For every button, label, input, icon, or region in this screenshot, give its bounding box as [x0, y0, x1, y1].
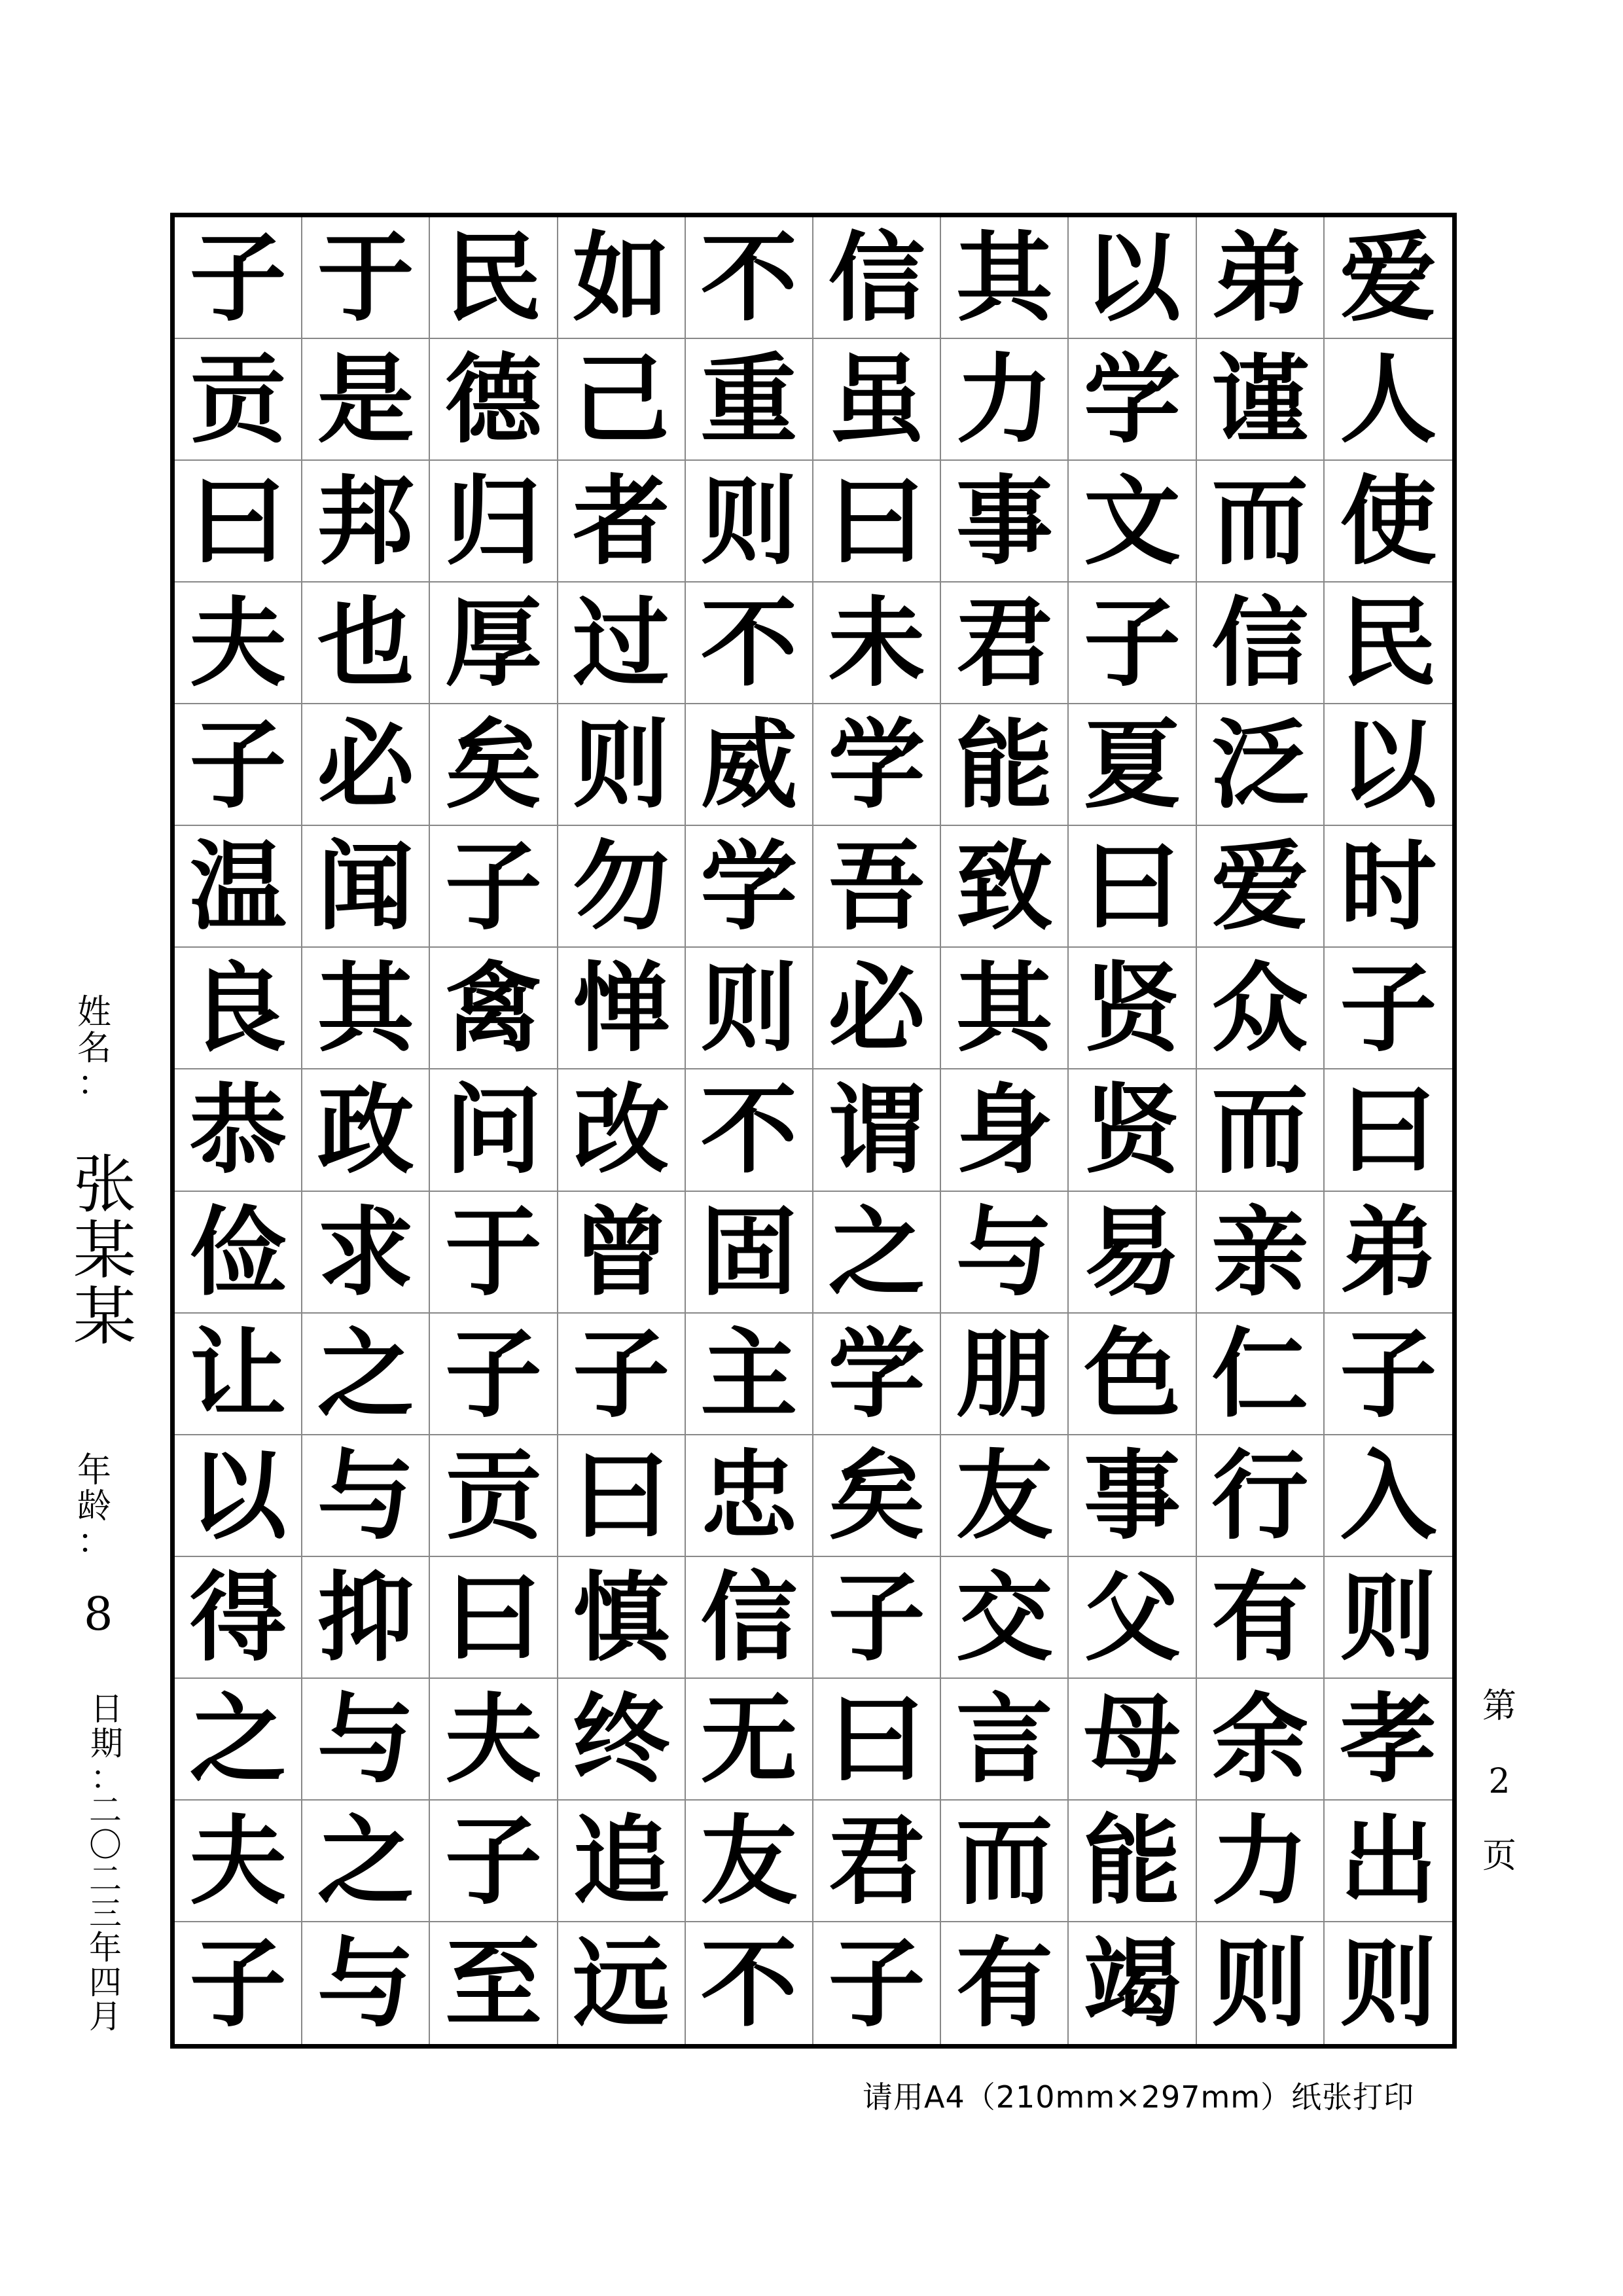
grid-cell: 追: [558, 1801, 686, 1922]
grid-cell: 于: [302, 217, 430, 339]
page-number: [1482, 1689, 1516, 1874]
grid-cell: 则: [558, 704, 686, 826]
grid-cell: 力: [1197, 1801, 1325, 1922]
grid-cell: 竭: [1069, 1922, 1196, 2044]
grid-cell: 交: [941, 1557, 1069, 1679]
grid-cell: 余: [1197, 1679, 1325, 1801]
grid-cell: 政: [302, 1069, 430, 1191]
grid-cell: 邦: [302, 461, 430, 583]
grid-cell: 夫: [175, 583, 302, 704]
grid-cell: 学: [1069, 339, 1196, 461]
grid-cell: 则: [1325, 1557, 1452, 1679]
page-number-prefix: 第: [1482, 1687, 1517, 1726]
grid-cell: 贤: [1069, 1069, 1196, 1191]
grid-cell: 子: [430, 826, 558, 948]
grid-cell: 学: [813, 704, 941, 826]
grid-cell: 色: [1069, 1314, 1196, 1435]
grid-cell: 则: [1197, 1922, 1325, 2044]
grid-cell: 孝: [1325, 1679, 1452, 1801]
grid-cell: 曰: [175, 461, 302, 583]
grid-cell: 学: [686, 826, 813, 948]
grid-cell: 则: [686, 948, 813, 1069]
grid-cell: 禽: [430, 948, 558, 1069]
grid-cell: 爱: [1325, 217, 1452, 339]
grid-cell: 之: [813, 1192, 941, 1314]
grid-cell: 己: [558, 339, 686, 461]
grid-cell: 矣: [813, 1435, 941, 1557]
grid-cell: 曰: [813, 1679, 941, 1801]
grid-cell: 爱: [1197, 826, 1325, 948]
grid-cell: 俭: [175, 1192, 302, 1314]
grid-cell: 子: [430, 1314, 558, 1435]
grid-cell: 子: [1325, 1314, 1452, 1435]
grid-cell: 勿: [558, 826, 686, 948]
grid-cell: 之: [175, 1679, 302, 1801]
grid-cell: 言: [941, 1679, 1069, 1801]
grid-cell: 贡: [430, 1435, 558, 1557]
grid-cell: 矣: [430, 704, 558, 826]
grid-cell: 能: [1069, 1801, 1196, 1922]
name-value: 张 某 某: [73, 1148, 136, 1354]
print-instruction: 请用A4（210mm×297mm）纸张打印: [863, 2079, 1415, 2115]
grid-cell: 抑: [302, 1557, 430, 1679]
grid-cell: 于: [430, 1192, 558, 1314]
grid-cell: 子: [813, 1557, 941, 1679]
grid-cell: 出: [1325, 1801, 1452, 1922]
grid-cell: 远: [558, 1922, 686, 2044]
page-number-value: 2: [1488, 1761, 1510, 1801]
grid-cell: 子: [175, 1922, 302, 2044]
grid-cell: 贤: [1069, 948, 1196, 1069]
grid-cell: 友: [941, 1435, 1069, 1557]
grid-cell: 如: [558, 217, 686, 339]
grid-cell: 未: [813, 583, 941, 704]
grid-cell: 行: [1197, 1435, 1325, 1557]
grid-cell: 谓: [813, 1069, 941, 1191]
grid-cell: 良: [175, 948, 302, 1069]
grid-cell: 是: [302, 339, 430, 461]
grid-cell: 君: [941, 583, 1069, 704]
grid-cell: 信: [813, 217, 941, 339]
grid-cell: 曰: [430, 1557, 558, 1679]
grid-cell: 温: [175, 826, 302, 948]
grid-cell: 主: [686, 1314, 813, 1435]
name-label: 姓 名 ：: [77, 993, 112, 1104]
grid-cell: 固: [686, 1192, 813, 1314]
grid-cell: 吾: [813, 826, 941, 948]
grid-cell: 朋: [941, 1314, 1069, 1435]
grid-cell: 与: [302, 1922, 430, 2044]
grid-cell: 信: [1197, 583, 1325, 704]
grid-cell: 必: [813, 948, 941, 1069]
grid-cell: 入: [1325, 1435, 1452, 1557]
grid-cell: 之: [302, 1801, 430, 1922]
grid-cell: 信: [686, 1557, 813, 1679]
grid-cell: 夏: [1069, 704, 1196, 826]
grid-cell: 亲: [1197, 1192, 1325, 1314]
grid-cell: 能: [941, 704, 1069, 826]
grid-cell: 民: [1325, 583, 1452, 704]
grid-cell: 而: [941, 1801, 1069, 1922]
grid-cell: 君: [813, 1801, 941, 1922]
grid-cell: 子: [1325, 948, 1452, 1069]
grid-cell: 得: [175, 1557, 302, 1679]
grid-cell: 与: [941, 1192, 1069, 1314]
grid-cell: 无: [686, 1679, 813, 1801]
grid-cell: 使: [1325, 461, 1452, 583]
grid-cell: 虽: [813, 339, 941, 461]
grid-cell: 学: [813, 1314, 941, 1435]
grid-cell: 身: [941, 1069, 1069, 1191]
grid-cell: 谨: [1197, 339, 1325, 461]
grid-cell: 闻: [302, 826, 430, 948]
grid-cell: 不: [686, 1069, 813, 1191]
grid-cell: 有: [1197, 1557, 1325, 1679]
grid-cell: 改: [558, 1069, 686, 1191]
grid-cell: 曰: [1325, 1069, 1452, 1191]
calligraphy-practice-grid: [170, 213, 1457, 2049]
grid-cell: 贡: [175, 339, 302, 461]
grid-cell: 曰: [558, 1435, 686, 1557]
grid-cell: 曰: [1069, 826, 1196, 948]
grid-cell: 终: [558, 1679, 686, 1801]
grid-cell: 泛: [1197, 704, 1325, 826]
grid-cell: 子: [430, 1801, 558, 1922]
grid-cell: 力: [941, 339, 1069, 461]
grid-cell: 之: [302, 1314, 430, 1435]
grid-cell: 事: [1069, 1435, 1196, 1557]
grid-cell: 慎: [558, 1557, 686, 1679]
grid-cell: 则: [1340, 1926, 1437, 2040]
grid-cell: 曾: [558, 1192, 686, 1314]
grid-cell: 威: [686, 704, 813, 826]
grid-cell: 文: [1069, 461, 1196, 583]
grid-cell: 不: [686, 583, 813, 704]
grid-cell: 问: [430, 1069, 558, 1191]
grid-cell: 子: [175, 704, 302, 826]
grid-cell: 子: [558, 1314, 686, 1435]
grid-cell: 过: [558, 583, 686, 704]
grid-cell: 仁: [1197, 1314, 1325, 1435]
grid-cell: 弟: [1197, 217, 1325, 339]
grid-cell: 子: [1069, 583, 1196, 704]
grid-cell: 不: [686, 217, 813, 339]
grid-cell: 归: [430, 461, 558, 583]
grid-cell: 而: [1197, 1069, 1325, 1191]
grid-cell: 夫: [430, 1679, 558, 1801]
grid-cell: 易: [1069, 1192, 1196, 1314]
grid-cell: 其: [941, 948, 1069, 1069]
grid-cell: 求: [302, 1192, 430, 1314]
grid-cell: 人: [1325, 339, 1452, 461]
age-value: 8: [84, 1587, 113, 1641]
grid-cell: 有: [941, 1922, 1069, 2044]
date-label: 日 期 ：: [90, 1690, 123, 1797]
age-label: 年 龄 ：: [77, 1451, 112, 1562]
grid-cell: 民: [430, 217, 558, 339]
grid-cell: 母: [1069, 1679, 1196, 1801]
grid-cell: 子: [175, 217, 302, 339]
grid-cell: 则: [686, 461, 813, 583]
grid-cell: 惮: [558, 948, 686, 1069]
date-value: 二 〇 二 三 年 四 月: [89, 1791, 122, 2036]
grid-cell: 者: [558, 461, 686, 583]
grid-cell: 德: [430, 339, 558, 461]
grid-cell: 恭: [175, 1069, 302, 1191]
grid-cell: 父: [1069, 1557, 1196, 1679]
grid-cell: 而: [1197, 461, 1325, 583]
grid-cell: 重: [686, 339, 813, 461]
grid-cell: 致: [941, 826, 1069, 948]
grid-cell: 友: [686, 1801, 813, 1922]
grid-cell: 其: [302, 948, 430, 1069]
grid-cell: 夫: [175, 1801, 302, 1922]
grid-cell: 与: [302, 1679, 430, 1801]
grid-cell: 弟: [1325, 1192, 1452, 1314]
grid-cell: 不: [686, 1922, 813, 2044]
grid-cell: 也: [302, 583, 430, 704]
grid-cell: 以: [175, 1435, 302, 1557]
grid-cell: 事: [941, 461, 1069, 583]
grid-cell: 厚: [430, 583, 558, 704]
grid-cell: 曰: [813, 461, 941, 583]
grid-cell: 时: [1325, 826, 1452, 948]
grid-cell: 其: [941, 217, 1069, 339]
grid-cell: 以: [1325, 704, 1452, 826]
grid-cell: 让: [175, 1314, 302, 1435]
grid-cell: 忠: [686, 1435, 813, 1557]
grid-cell: 众: [1197, 948, 1325, 1069]
grid-cell: 必: [302, 704, 430, 826]
grid-cell: 与: [302, 1435, 430, 1557]
grid-cell: 以: [1069, 217, 1196, 339]
grid-cell: 至: [430, 1922, 558, 2044]
grid-cell: 子: [813, 1922, 941, 2044]
page-number-suffix: 页: [1482, 1837, 1517, 1876]
